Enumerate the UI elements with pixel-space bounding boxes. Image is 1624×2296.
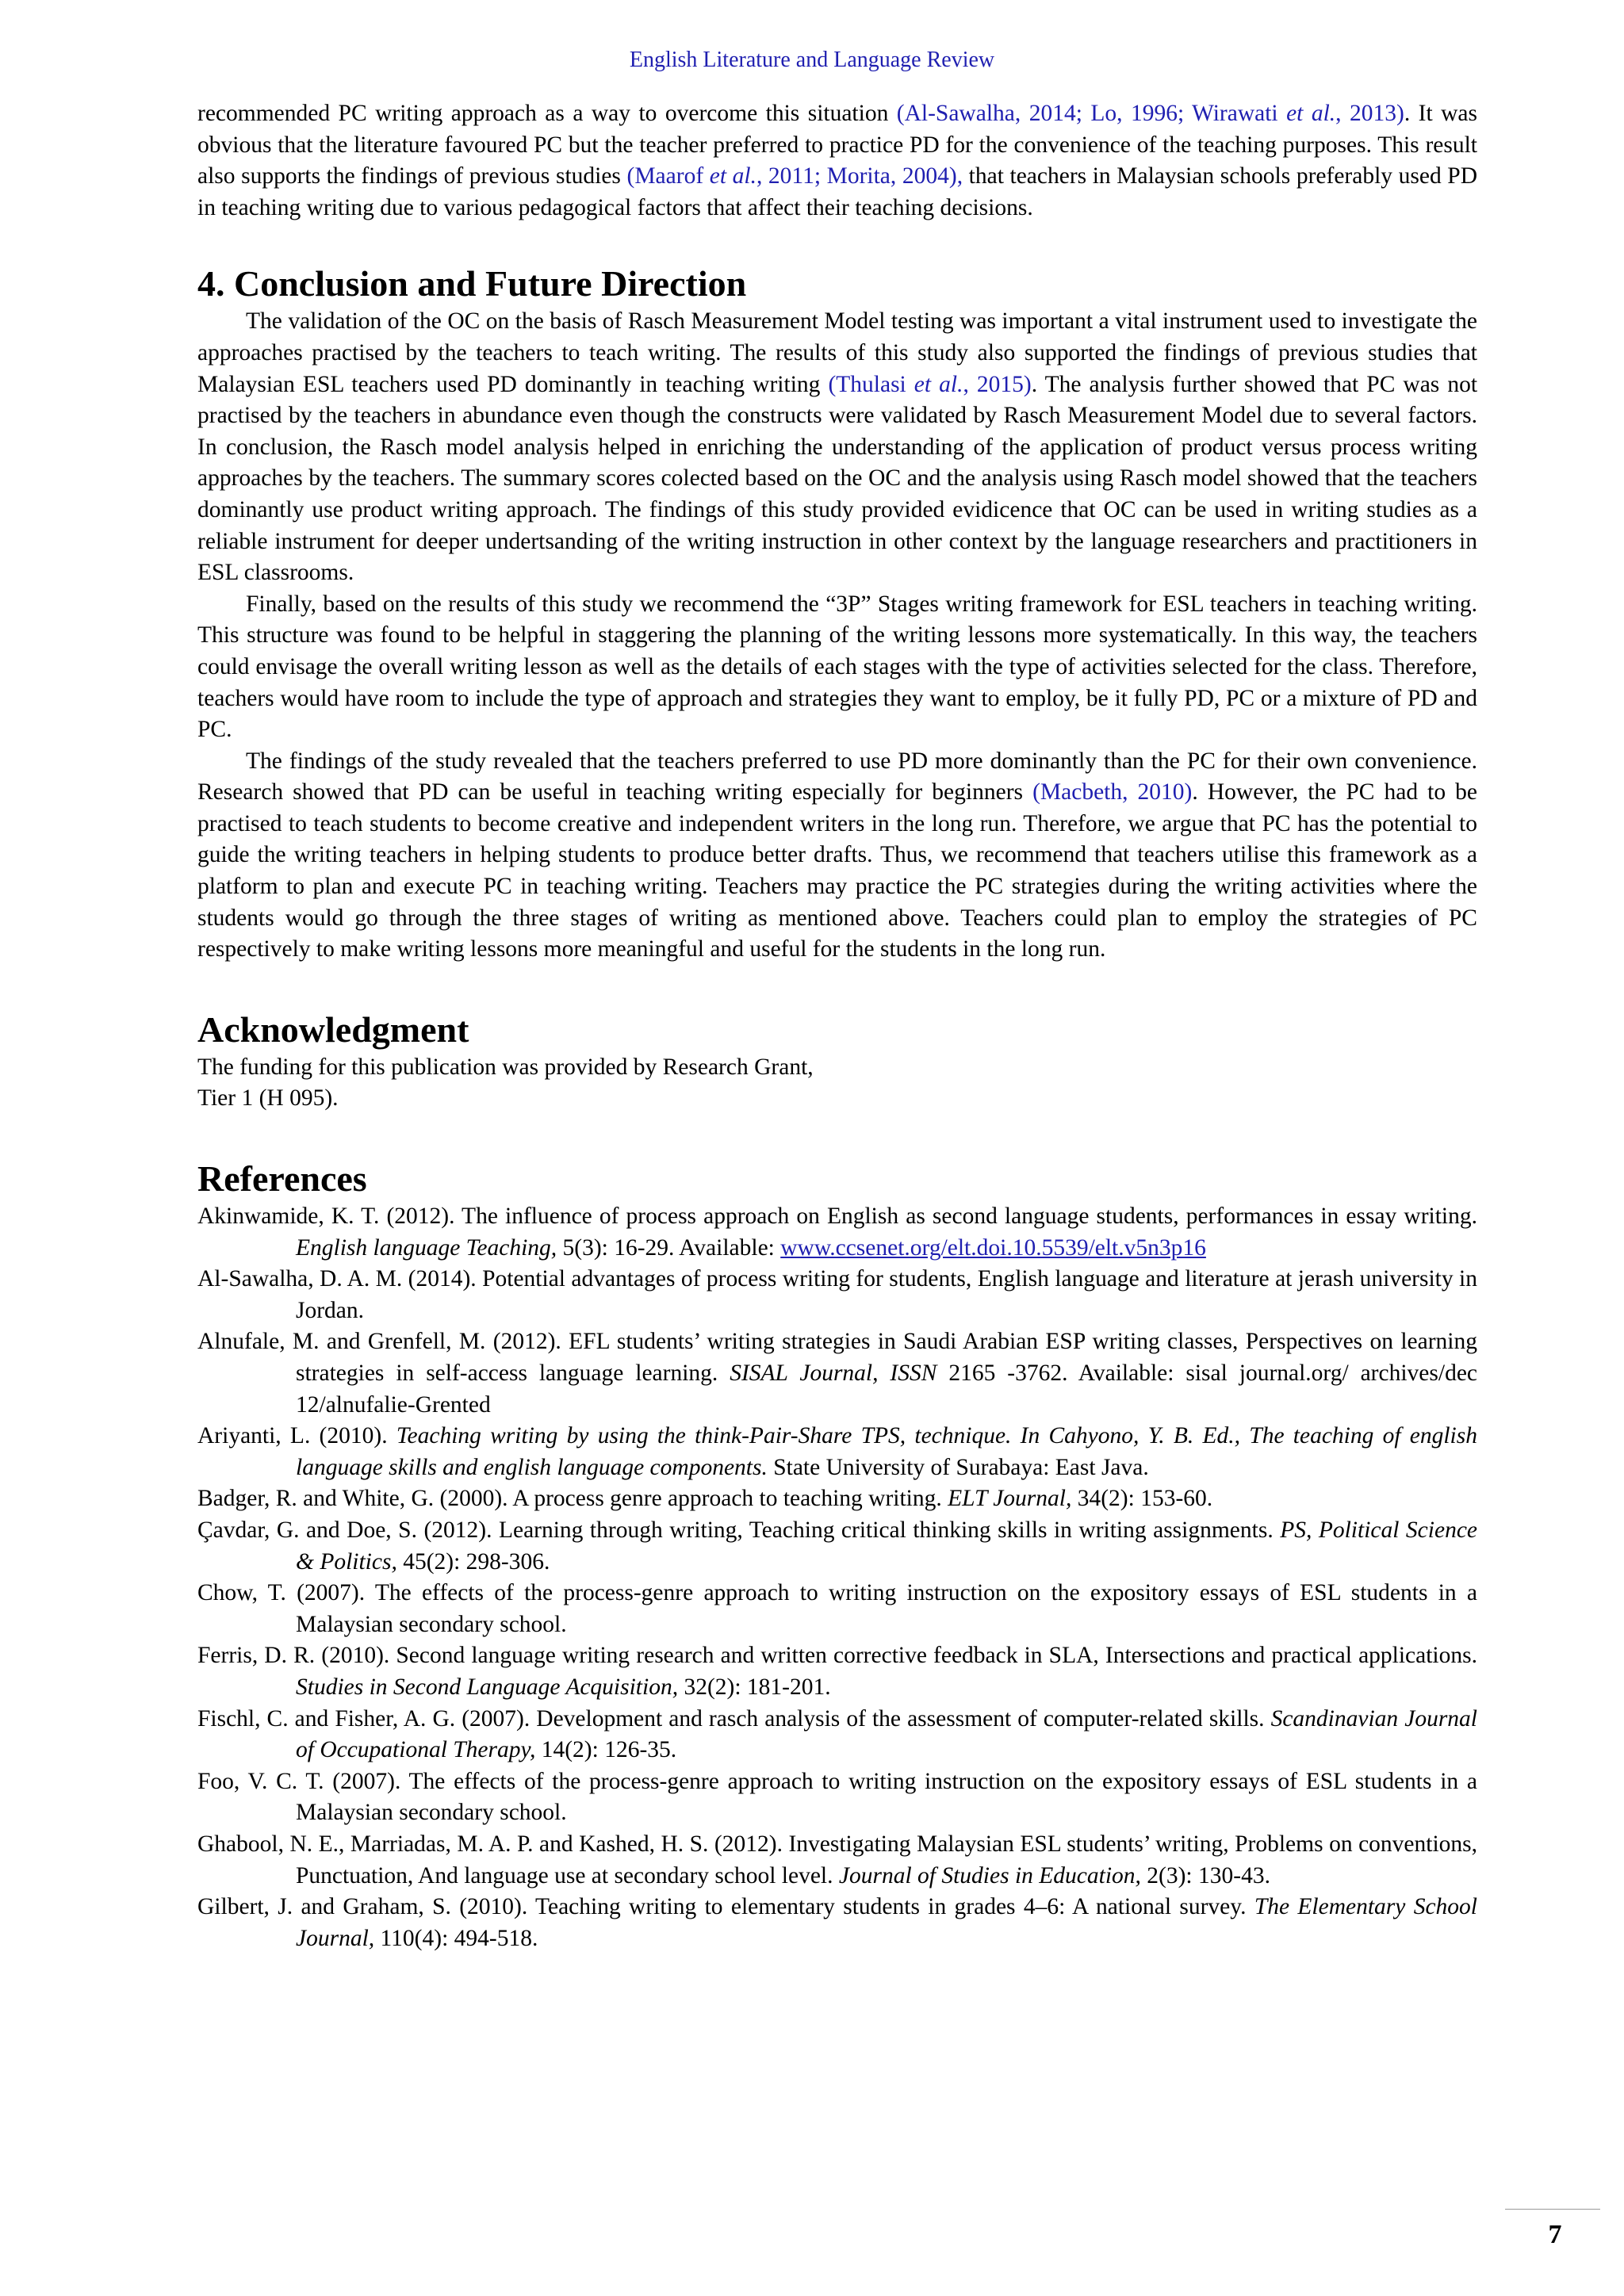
intro-paragraph xyxy=(197,98,1477,224)
footer-divider xyxy=(1505,2209,1600,2210)
reference-entry xyxy=(197,1421,1477,1483)
text-run: . The analysis further showed that PC was not practised by the teachers in abundance even though the constructs were validated by Rasch Measurement Model due to several factors. In conclusion, the Rasch model analysis helped in enriching the understanding of the application of product versus process writing approaches by the teachers. The summary scores colected based on the OC and the analysis using Rasch model showed that the teachers dominantly use product writing approach. The findings of this study provided evidicence that OC can be used in writing studies as a reliable instrument for deeper undertsanding of the writing instruction in other context by the language researchers and practitioners in ESL classrooms. xyxy=(197,371,1478,586)
reference-entry xyxy=(197,1515,1477,1578)
text-run: The findings of the study revealed that the teachers preferred to use PD more dominantly than the PC for their own convenience. Research showed that PD can be useful in teaching writing especially for beginners xyxy=(197,748,1477,806)
acknowledgment-line: Tier 1 (H 095). xyxy=(197,1085,339,1112)
reference-link[interactable]: www.ccsenet.org/elt.doi.10.5539/elt.v5n3p16 xyxy=(780,1234,1206,1261)
citation[interactable] xyxy=(828,372,1031,397)
reference-entry xyxy=(197,1766,1477,1829)
citation-text: (Thulasi xyxy=(828,371,914,397)
text-run: 14(2): 126-35. xyxy=(535,1737,677,1763)
journal-title: PS, Political Science & Politics, xyxy=(296,1517,1478,1575)
citation-etal: et al. xyxy=(914,371,963,397)
text-run: Ariyanti, L. (2010). xyxy=(197,1423,396,1449)
citation-etal: et al. xyxy=(709,163,756,189)
text-run: Çavdar, G. and Doe, S. (2012). Learning through writing, Teaching critical thinking skills in writing assignments. xyxy=(197,1517,1281,1543)
reference-entry xyxy=(197,1829,1477,1892)
text-run: 5(3): 16-29. Available: xyxy=(557,1234,781,1261)
conclusion-paragraph-3 xyxy=(197,746,1477,966)
text-run: Badger, R. and White, G. (2000). A process genre approach to teaching writing. xyxy=(197,1486,948,1512)
journal-running-head: English Literature and Language Review xyxy=(629,48,995,72)
acknowledgment-line: The funding for this publication was provided by Research Grant, xyxy=(197,1054,814,1080)
text-run: Ghabool, N. E., Marriadas, M. A. P. and Kashed, H. S. (2012). Investigating Malaysian ESL students’ writing, Problems on conventions, Punctuation, And language use at secondary school level. xyxy=(197,1831,1477,1888)
reference-entry xyxy=(197,1326,1477,1421)
conclusion-paragraph-2: Finally, based on the results of this study we recommend the “3P” Stages writing framework for ESL teachers in teaching writing. This structure was found to be helpful in staggering the planning of the writing lessons more systematically. In this way, the teachers could envisage the overall writing lesson as well as the details of each stages with the type of activities selected for the class. Therefore, teachers would have room to include the type of approach and strategies they want to employ, be it fully PD, PC or a mixture of PD and PC. xyxy=(197,591,1477,743)
reference-entry xyxy=(197,1264,1477,1326)
section-heading-references: References xyxy=(197,1158,367,1200)
text-run: Gilbert, J. and Graham, S. (2010). Teaching writing to elementary students in grades 4–6: A national survey. xyxy=(197,1894,1254,1920)
text-run: . It was obvious that the literature favoured PC but the teacher preferred to practice PD for the convenience of the teaching purposes. This result also supports the findings of previous studies xyxy=(197,101,1477,189)
text-run: Akinwamide, K. T. (2012). The influence of process approach on English as second language students, performances in essay writing. xyxy=(197,1203,1477,1230)
text-run: State University of Surabaya: East Java. xyxy=(767,1454,1149,1480)
text-run: Alnufale, M. and Grenfell, M. (2012). EFL students’ writing strategies in Saudi Arabian ESP writing classes, Perspectives on learning strategies in self-access language learning. xyxy=(197,1329,1477,1386)
citation-text: (Al-Sawalha, 2014; Lo, 1996; Wirawati xyxy=(896,101,1287,126)
journal-title: English language Teaching, xyxy=(296,1234,557,1261)
text-run: Fischl, C. and Fisher, A. G. (2007). Development and rasch analysis of the assessment of computer-related skills. xyxy=(197,1705,1271,1732)
reference-entry xyxy=(197,1578,1477,1640)
text-run: Ferris, D. R. (2010). Second language writing research and written corrective feedback in SLA, Intersections and practical applications. xyxy=(197,1643,1477,1669)
book-title: Teaching writing by using the think-Pair-Share TPS, technique. In Cahyono, Y. B. Ed., The teaching of english language skills and english language components. xyxy=(296,1423,1477,1480)
citation[interactable] xyxy=(897,101,1404,126)
text-run: recommended PC writing approach as a way to overcome this situation xyxy=(197,101,897,126)
section-heading-conclusion: 4. Conclusion and Future Direction xyxy=(197,263,747,304)
main-content xyxy=(197,98,1477,1954)
citation-text: , 2011; Morita, 2004), xyxy=(756,163,963,189)
text-run: 32(2): 181-201. xyxy=(678,1674,831,1700)
text-run: that teachers in Malaysian schools preferably used PD in teaching writing due to various pedagogical factors that affect their teaching decisions. xyxy=(197,163,1477,220)
reference-entry xyxy=(197,1201,1477,1264)
citation-etal: et al. xyxy=(1286,101,1336,126)
text-run: 110(4): 494-518. xyxy=(374,1925,538,1951)
conclusion-paragraph-1 xyxy=(197,306,1477,588)
text-run: Al-Sawalha, D. A. M. (2014). Potential advantages of process writing for students, English language and literature at jerash university in Jordan. xyxy=(197,1266,1477,1323)
section-heading-acknowledgment: Acknowledgment xyxy=(197,1008,469,1050)
citation-text: (Maarof xyxy=(626,163,710,189)
text-run: 34(2): 153-60. xyxy=(1071,1486,1213,1512)
text-run: Chow, T. (2007). The effects of the process-genre approach to writing instruction on the expository essays of ESL students in a Malaysian secondary school. xyxy=(197,1580,1477,1637)
text-run: The validation of the OC on the basis of Rasch Measurement Model testing was important a vital instrument used to investigate the approaches practised by the teachers to teach writing. The results of this study also supported the findings of previous studies that Malaysian ESL teachers used PD dominantly in teaching writing xyxy=(197,308,1477,397)
journal-title: ELT Journal, xyxy=(948,1486,1072,1512)
citation[interactable] xyxy=(627,163,963,189)
text-run: . However, the PC had to be practised to teach students to become creative and independent writers in the long run. Therefore, we argue that PC has the potential to guide the writing teachers in helping students to produce better drafts. Thus, we recommend that teachers utilise this framework as a platform to plan and execute PC in teaching writing. Teachers may practice the PC strategies during the writing activities where the students would go through the three stages of writing as mentioned above. Teachers could plan to employ the strategies of PC respectively to make writing lessons more meaningful and useful for the students in the long run. xyxy=(197,779,1478,962)
reference-entry xyxy=(197,1892,1477,1954)
journal-title: Scandinavian Journal of Occupational Therapy, xyxy=(296,1705,1477,1763)
reference-entry xyxy=(197,1704,1477,1766)
journal-title: Studies in Second Language Acquisition, xyxy=(296,1674,679,1700)
page-number: 7 xyxy=(1548,2220,1562,2249)
citation-text: , 2013) xyxy=(1335,101,1404,126)
text-run: 2165 -3762. Available: sisal journal.org/ archives/dec 12/alnufalie-Grented xyxy=(296,1360,1477,1418)
citation-text: , 2015) xyxy=(963,371,1032,397)
reference-entry xyxy=(197,1483,1477,1515)
journal-title: SISAL Journal, ISSN xyxy=(730,1360,937,1386)
citation[interactable]: (Macbeth, 2010) xyxy=(1032,779,1193,806)
journal-title: Journal of Studies in Education, xyxy=(838,1862,1141,1888)
text-run: 45(2): 298-306. xyxy=(396,1548,550,1575)
text-run: 2(3): 130-43. xyxy=(1140,1862,1270,1888)
reference-entry xyxy=(197,1640,1477,1703)
journal-title: The Elementary School Journal, xyxy=(296,1894,1477,1951)
text-run: Foo, V. C. T. (2007). The effects of the process-genre approach to writing instruction on the expository essays of ESL students in a Malaysian secondary school. xyxy=(197,1768,1477,1826)
